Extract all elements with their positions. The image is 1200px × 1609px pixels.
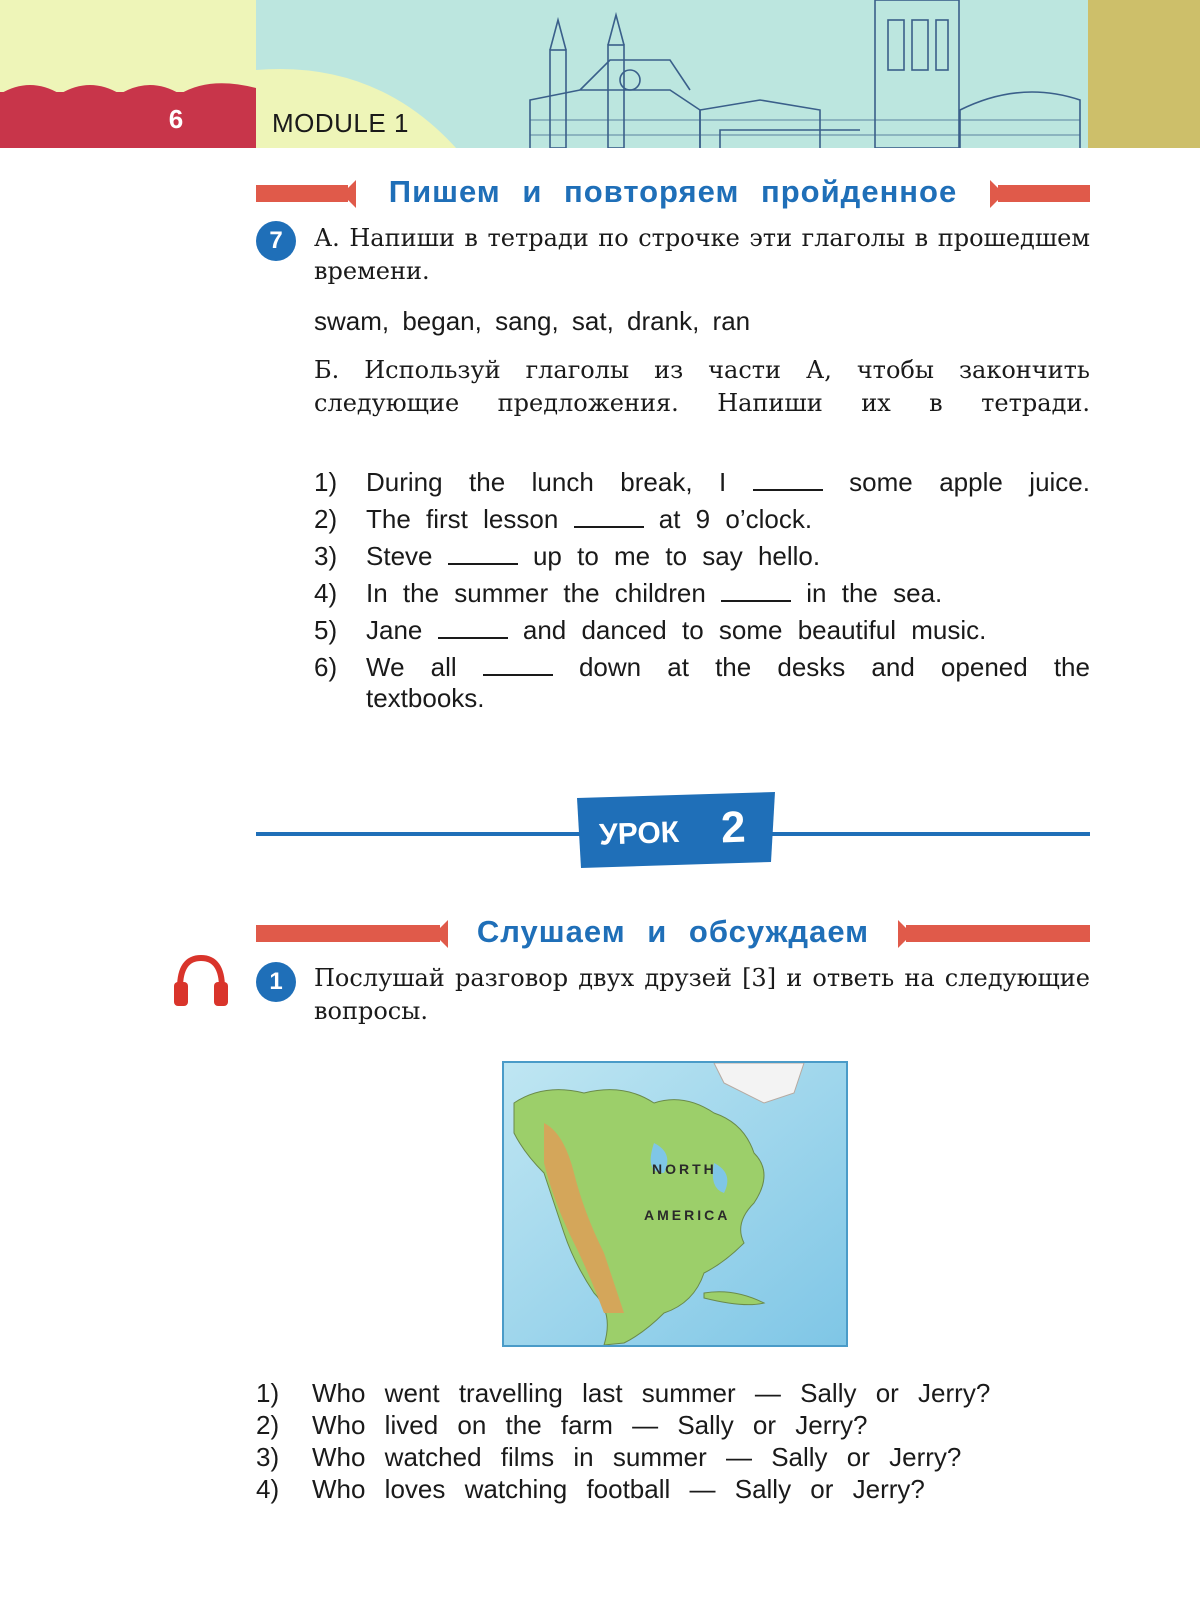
item-text [366, 467, 1090, 498]
exercise-part-b-instruction: Б. Используй глаголы из части А, чтобы закончить следующие предложения. Напиши их в тетради. [314, 356, 1090, 417]
exercise-number-badge: 1 [256, 962, 296, 1002]
item-number: 4) [314, 578, 338, 608]
exercise-instruction: Послушай разговор двух друзей [3] и ответь на следующие вопросы. [314, 964, 1090, 1025]
item-number: 4) [256, 1474, 280, 1504]
list-item [314, 504, 1090, 535]
north-america-map [502, 1061, 848, 1347]
list-item [256, 1474, 1090, 1505]
blank-line [483, 654, 553, 676]
text-after-blank: up to me to say hello. [532, 541, 821, 571]
list-item [314, 615, 1090, 646]
item-number: 6) [314, 652, 338, 682]
exercise-number-badge: 7 [256, 221, 296, 261]
text-before-blank: Jane [366, 615, 423, 645]
blank-line [721, 580, 791, 602]
text-before-blank: The first lesson [366, 504, 559, 534]
item-number: 3) [256, 1442, 280, 1472]
headphones-icon [172, 952, 230, 1008]
question-list [256, 1378, 1090, 1506]
section-banner-writing [256, 172, 1090, 216]
text-after-blank: down at the desks and opened the textbooks. [366, 652, 1090, 713]
header-right-panel [1088, 0, 1200, 148]
header-red-band [0, 92, 256, 148]
item-text: Who loves watching football — Sally or Jerry? [312, 1474, 925, 1504]
item-number: 1) [314, 467, 338, 497]
map-label-north: NORTH [652, 1161, 717, 1177]
list-item [256, 1442, 1090, 1473]
item-text [366, 615, 1090, 646]
list-item [314, 541, 1090, 572]
blank-line [574, 506, 644, 528]
lesson-number: 2 [720, 802, 747, 853]
section-banner-listening [256, 912, 1090, 956]
map-illustration [504, 1063, 846, 1345]
item-text: Who lived on the farm — Sally or Jerry? [312, 1410, 868, 1440]
list-item [256, 1378, 1090, 1409]
section-title: Слушаем и обсуждаем [476, 914, 870, 949]
item-number: 2) [256, 1410, 280, 1440]
item-number: 5) [314, 615, 338, 645]
item-number: 3) [314, 541, 338, 571]
page-number: 6 [168, 104, 184, 134]
item-text [366, 541, 1090, 572]
item-number: 2) [314, 504, 338, 534]
list-item [314, 467, 1090, 498]
city-skyline-illustration [520, 0, 1088, 148]
map-label-america: AMERICA [644, 1207, 731, 1223]
item-text [366, 652, 1090, 714]
blank-line [448, 543, 518, 565]
lesson-word: УРОК [598, 815, 680, 852]
item-text: Who watched films in summer — Sally or Jerry? [312, 1442, 962, 1472]
text-after-blank: at 9 o’clock. [658, 504, 813, 534]
text-before-blank: During the lunch break, I [366, 467, 727, 497]
item-text: Who went travelling last summer — Sally or Jerry? [312, 1378, 991, 1408]
text-before-blank: We all [366, 652, 457, 682]
item-text [366, 578, 1090, 609]
exercise-part-a-instruction: А. Напиши в тетради по строчке эти глаголы в прошедшем времени. [314, 224, 1090, 285]
item-text [366, 504, 1090, 535]
blank-line [438, 617, 508, 639]
lesson-badge [577, 792, 775, 868]
section-title: Пишем и повторяем пройденное [388, 174, 958, 209]
item-number: 1) [256, 1378, 280, 1408]
text-after-blank: in the sea. [806, 578, 943, 608]
blank-line [753, 469, 823, 491]
sentence-list [314, 467, 1090, 720]
text-after-blank: and danced to some beautiful music. [522, 615, 987, 645]
module-label: MODULE 1 [272, 108, 409, 138]
verb-list: swam, began, sang, sat, drank, ran [314, 306, 751, 336]
text-before-blank: Steve [366, 541, 433, 571]
text-before-blank: In the summer the children [366, 578, 706, 608]
text-after-blank: some apple juice. [849, 467, 1090, 497]
list-item [314, 578, 1090, 609]
list-item [314, 652, 1090, 714]
list-item [256, 1410, 1090, 1441]
